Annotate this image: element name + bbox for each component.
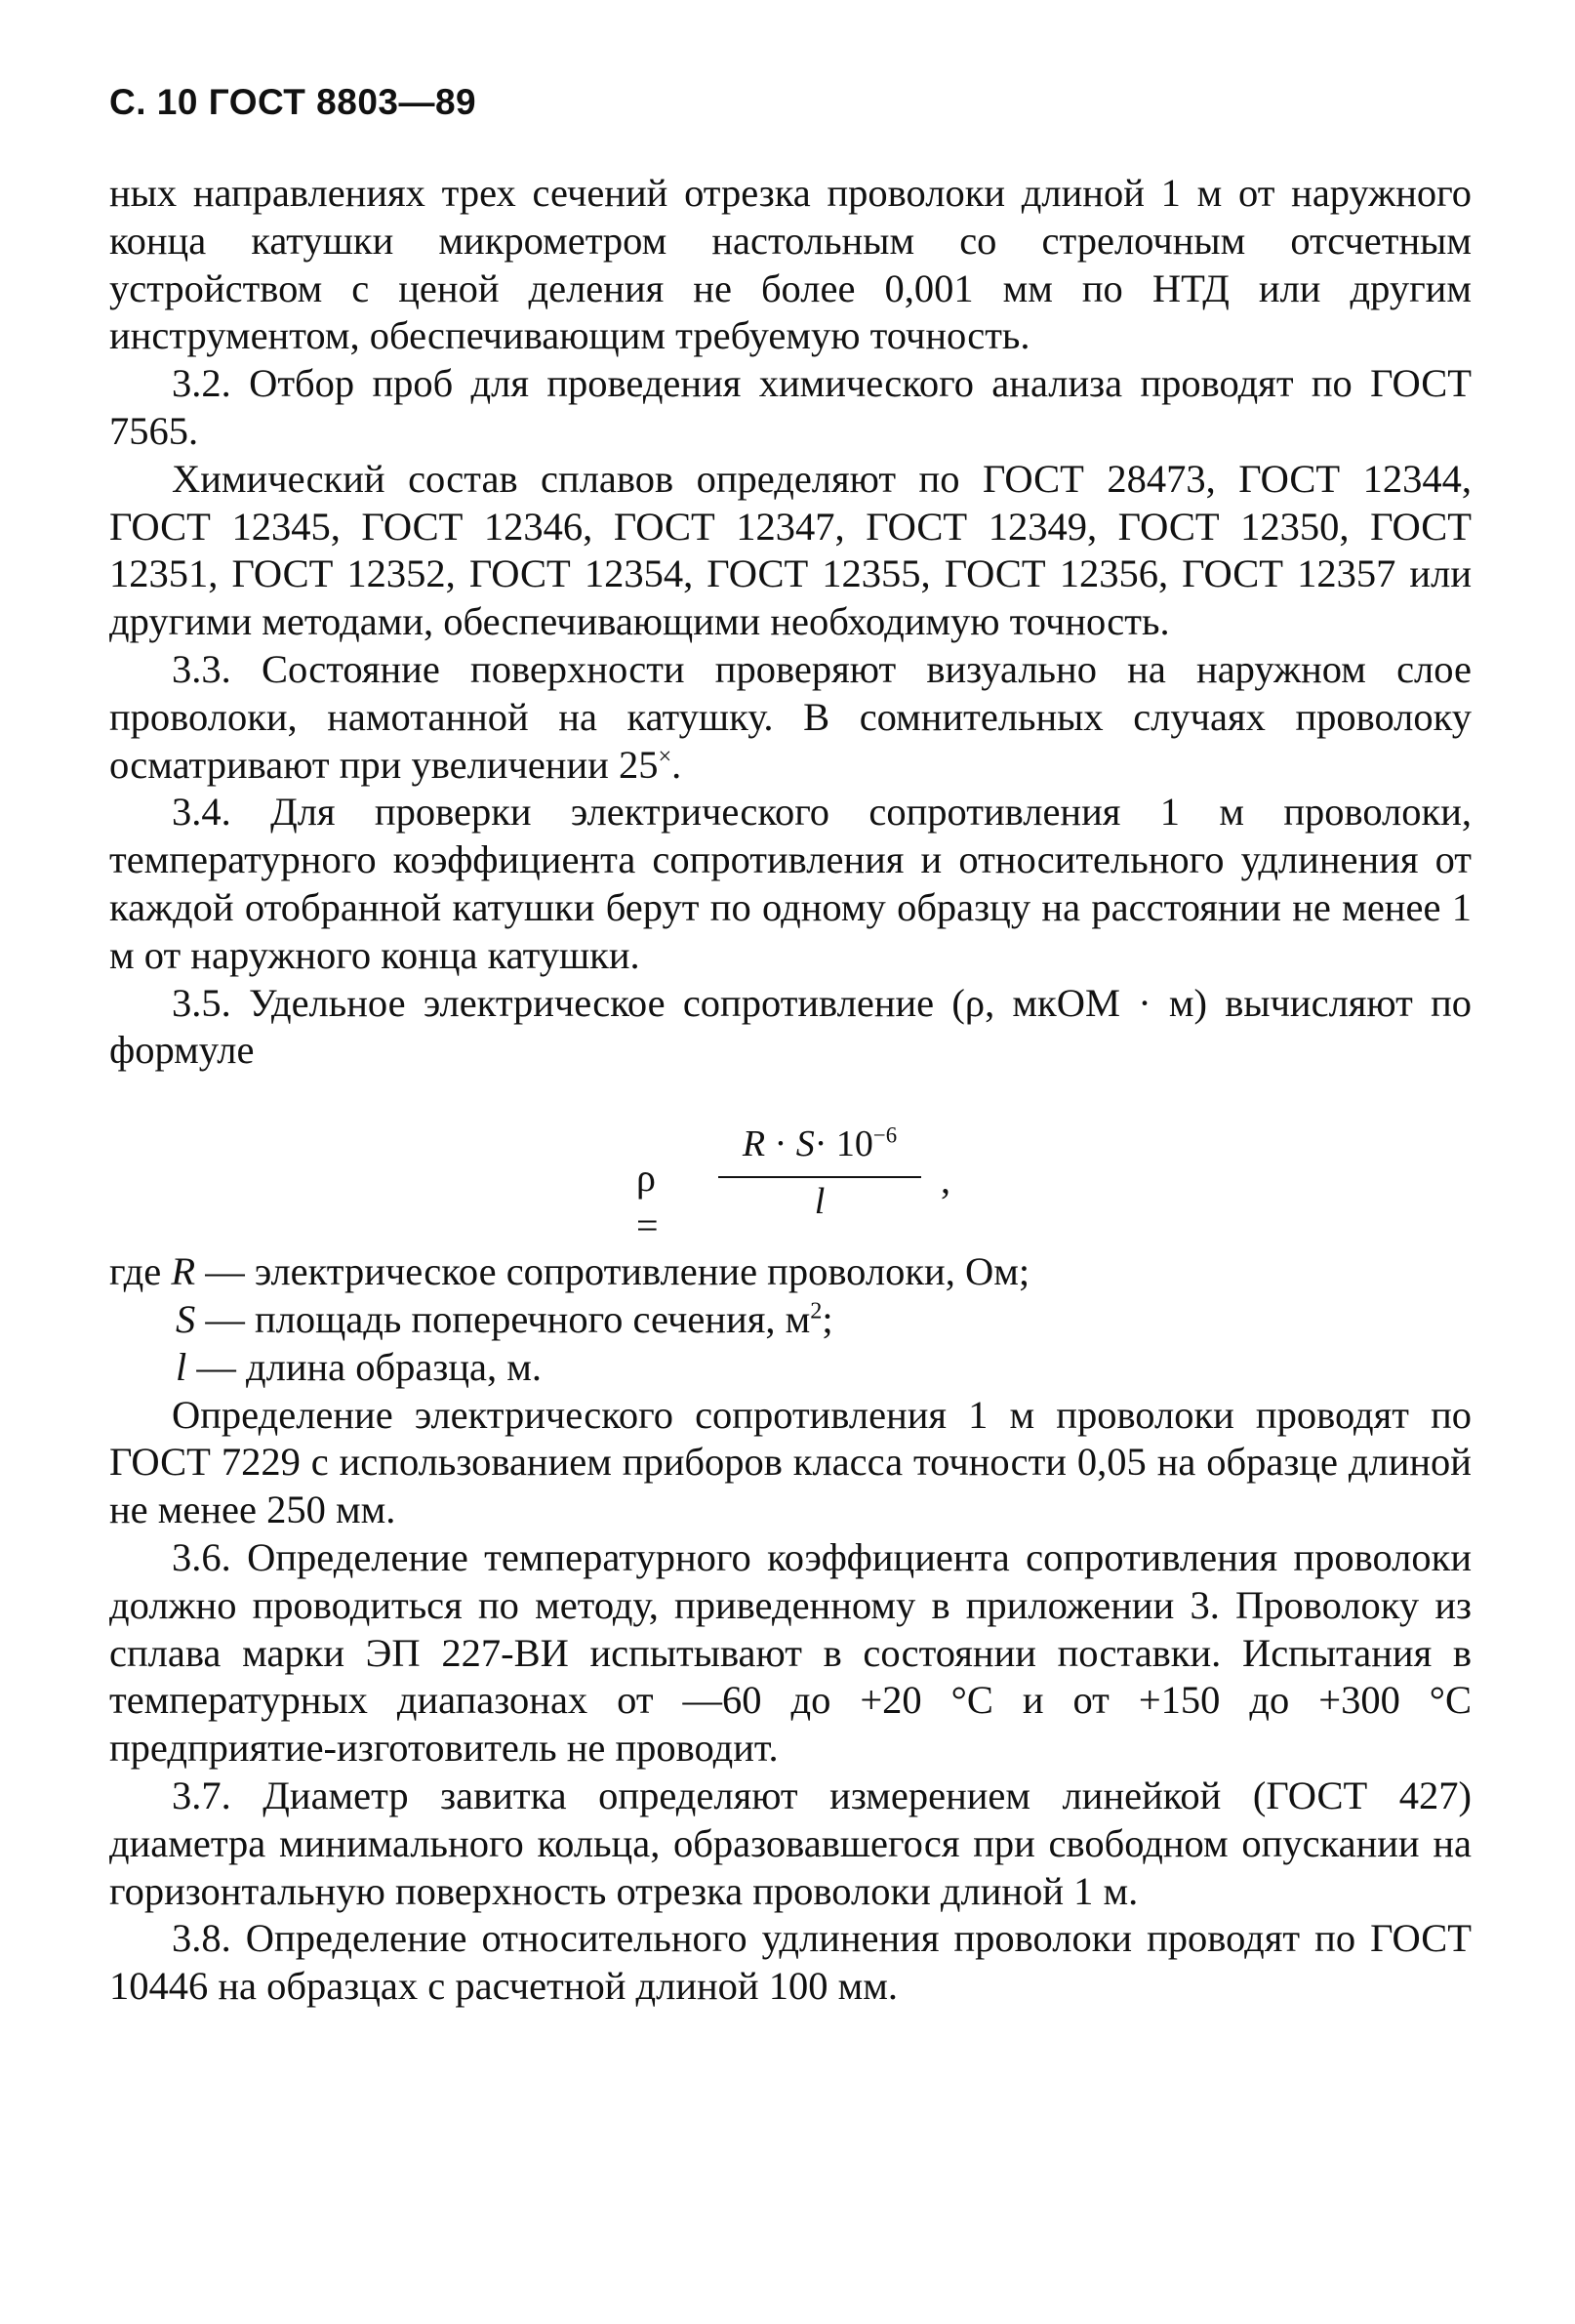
paragraph-3-6: 3.6. Определение температурного коэффициента сопротивления проволоки должно проводиться по методу, приведенному в приложении 3. Проволоку из сплава марки ЭП 227-ВИ испытывают в состоянии поставки. Испытания в температурных диапазонах от —60 до +20 °С и от +150 до +300 °С предприятие-изготовитель не проводит. [109,1534,1472,1771]
paragraph-3-3 [109,646,1472,789]
page-header: С. 10 ГОСТ 8803—89 [109,82,477,122]
where-l-desc: — длина образца, м. [186,1344,543,1389]
formula-r: R [742,1123,766,1165]
paragraph-3-3-end: . [671,742,682,787]
paragraph-chemical-composition: Химический состав сплавов определяют по ГОСТ 28473, ГОСТ 12344, ГОСТ 12345, ГОСТ 12346, ГОСТ 12347, ГОСТ 12349, ГОСТ 12350, ГОСТ 12351, ГОСТ 12352, ГОСТ 12354, ГОСТ 12355, ГОСТ 12356, ГОСТ 12357 или другими методами, обеспечивающими необходимую точность. [109,456,1472,644]
formula-dot-1: · [765,1123,796,1165]
paragraph-resistance-measurement: Определение электрического сопротивления 1 м проволоки проводят по ГОСТ 7229 с использованием приборов класса точности 0,05 на образце длиной не менее 250 мм. [109,1392,1472,1532]
formula-dot-2: · 10 [814,1123,873,1165]
where-r-symbol: R [171,1249,196,1294]
formula-exponent: −6 [872,1122,898,1148]
paragraph-3-7: 3.7. Диаметр завитка определяют измерением линейкой (ГОСТ 427) диаметра минимального кольца, образовавшегося при свободном опускании на горизонтальную поверхность отрезка проволоки длиной 1 м. [109,1773,1472,1913]
paragraph-3-3-text: 3.3. Состояние поверхности проверяют визуально на наружном слое проволоки, намотанной на катушку. В сомнительных случаях проволоку осматривают при увеличении 25 [109,646,1472,787]
where-s-end: ; [822,1296,833,1341]
where-s-desc: — площадь поперечного сечения, м [195,1296,811,1341]
where-s [109,1296,1472,1344]
paragraph-3-4: 3.4. Для проверки электрического сопротивления 1 м проволоки, температурного коэффициента сопротивления и относительного удлинения от каждой отобранной катушки берут по одному образцу на расстоянии не менее 1 м от наружного конца катушки. [109,790,1472,977]
formula-numerator [714,1084,925,1176]
formula-fraction [714,1084,925,1225]
where-l [109,1344,1472,1392]
paragraph-3-2: 3.2. Отбор проб для проведения химического анализа проводят по ГОСТ 7565. [109,361,1472,453]
where-r-desc: — электрическое сопротивление проволоки, Ом; [195,1249,1030,1294]
formula-block [109,1084,1472,1248]
formula-lhs: ρ = [636,1156,659,1247]
where-prefix: где [109,1249,172,1294]
where-s-sup: 2 [810,1297,823,1325]
formula-denominator: l [814,1181,826,1223]
paragraph-3-5: 3.5. Удельное электрическое сопротивление (ρ, мкОМ · м) вычисляют по формуле [109,980,1472,1073]
where-s-symbol: S [176,1296,196,1341]
where-l-symbol: l [176,1344,187,1389]
magnification-sign: × [658,743,672,770]
paragraph-continuation: ных направлениях трех сечений отрезка проволоки длиной 1 м от наружного конца катушки микрометром настольным со стрелочным отсчетным устройством с ценой деления не более 0,001 мм по НТД или другим инструментом, обеспечивающим требуемую точность. [109,171,1472,358]
formula-comma: , [941,1158,950,1203]
where-r [109,1248,1472,1296]
paragraph-3-8: 3.8. Определение относительного удлинения проволоки проводят по ГОСТ 10446 на образцах с расчетной длиной 100 мм. [109,1916,1472,2009]
document-body [109,170,1472,2011]
formula-s: S [795,1123,815,1165]
